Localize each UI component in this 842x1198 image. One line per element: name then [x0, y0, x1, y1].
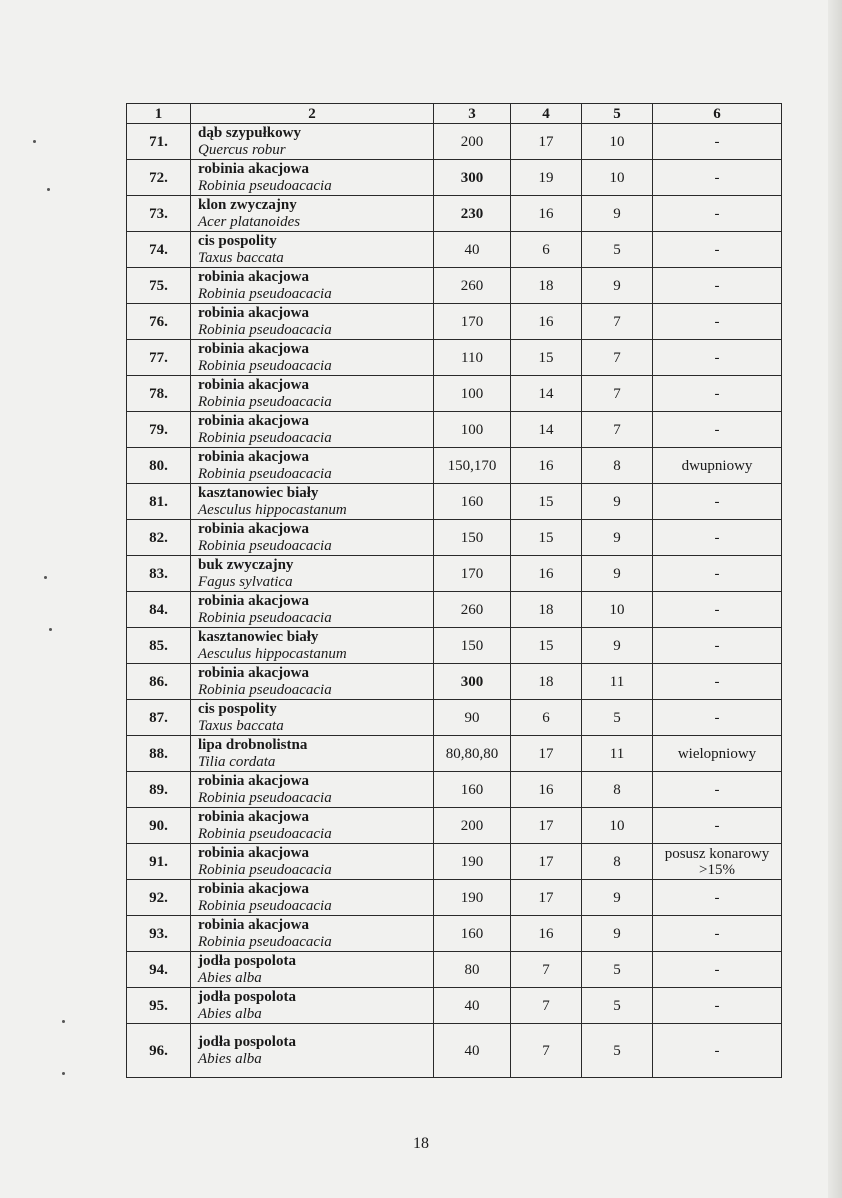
col3-value: 150 [434, 628, 511, 664]
table-row [127, 1024, 782, 1078]
species-latin-name: Abies alba [198, 1050, 262, 1067]
col3-value: 190 [434, 880, 511, 916]
col5-value: 9 [582, 196, 653, 232]
species-latin-name: Robinia pseudoacacia [198, 897, 332, 914]
species-latin-name: Robinia pseudoacacia [198, 861, 332, 878]
species-polish-name: robinia akacjowa [198, 664, 309, 681]
col5-value: 7 [582, 376, 653, 412]
col5-value: 9 [582, 880, 653, 916]
row-number: 93. [127, 916, 191, 952]
species-cell [191, 412, 434, 448]
table-row [127, 880, 782, 916]
species-polish-name: cis pospolity [198, 232, 277, 249]
col3-value: 110 [434, 340, 511, 376]
col3-value: 100 [434, 412, 511, 448]
note-text: - [714, 961, 720, 978]
species-cell [191, 196, 434, 232]
col3-value: 260 [434, 268, 511, 304]
row-number: 72. [127, 160, 191, 196]
col4-value: 16 [511, 772, 582, 808]
table-row [127, 412, 782, 448]
col6-note [653, 844, 782, 880]
species-latin-name: Tilia cordata [198, 753, 276, 770]
col5-value: 7 [582, 412, 653, 448]
species-polish-name: jodła pospolota [198, 952, 296, 969]
species-latin-name: Taxus baccata [198, 717, 284, 734]
species-polish-name: robinia akacjowa [198, 376, 309, 393]
col6-note [653, 412, 782, 448]
col5-value: 7 [582, 340, 653, 376]
scan-speck [49, 628, 52, 631]
col5-value: 9 [582, 520, 653, 556]
col3-value: 100 [434, 376, 511, 412]
col5-value: 10 [582, 124, 653, 160]
species-cell [191, 1024, 434, 1078]
table-row [127, 844, 782, 880]
species-cell [191, 232, 434, 268]
col5-value: 5 [582, 952, 653, 988]
row-number: 75. [127, 268, 191, 304]
note-text: wielopniowy [677, 745, 757, 762]
species-latin-name: Robinia pseudoacacia [198, 321, 332, 338]
species-polish-name: lipa drobnolistna [198, 736, 308, 753]
species-cell [191, 664, 434, 700]
table-row [127, 520, 782, 556]
table-row [127, 196, 782, 232]
col3-value: 150 [434, 520, 511, 556]
row-number: 78. [127, 376, 191, 412]
species-polish-name: klon zwyczajny [198, 196, 297, 213]
species-latin-name: Taxus baccata [198, 249, 284, 266]
row-number: 91. [127, 844, 191, 880]
col5-value: 9 [582, 268, 653, 304]
note-text: - [714, 349, 720, 366]
species-cell [191, 520, 434, 556]
table-row [127, 484, 782, 520]
row-number: 89. [127, 772, 191, 808]
table-row [127, 160, 782, 196]
row-number: 71. [127, 124, 191, 160]
col6-note [653, 340, 782, 376]
col3-value: 200 [434, 808, 511, 844]
col3-value: 150,170 [434, 448, 511, 484]
species-cell [191, 628, 434, 664]
col3-value: 190 [434, 844, 511, 880]
table-row [127, 124, 782, 160]
col3-value: 300 [434, 160, 511, 196]
note-text: - [714, 601, 720, 618]
species-polish-name: robinia akacjowa [198, 592, 309, 609]
species-latin-name: Aesculus hippocastanum [198, 501, 347, 518]
col6-note [653, 196, 782, 232]
row-number: 90. [127, 808, 191, 844]
table-row [127, 448, 782, 484]
row-number: 76. [127, 304, 191, 340]
col6-note [653, 808, 782, 844]
note-text: - [714, 169, 720, 186]
col5-value: 5 [582, 700, 653, 736]
note-text: - [714, 205, 720, 222]
note-text: - [714, 925, 720, 942]
col4-value: 17 [511, 808, 582, 844]
col4-value: 15 [511, 520, 582, 556]
row-number: 92. [127, 880, 191, 916]
row-number: 87. [127, 700, 191, 736]
col3-value: 160 [434, 484, 511, 520]
col5-value: 9 [582, 628, 653, 664]
table-row [127, 304, 782, 340]
species-cell [191, 268, 434, 304]
scan-speck [47, 188, 50, 191]
col4-value: 16 [511, 304, 582, 340]
table-row [127, 340, 782, 376]
column-header: 1 [127, 104, 191, 124]
col6-note [653, 592, 782, 628]
note-text: - [714, 385, 720, 402]
row-number: 80. [127, 448, 191, 484]
species-latin-name: Robinia pseudoacacia [198, 285, 332, 302]
table-row [127, 556, 782, 592]
note-text: - [714, 637, 720, 654]
col5-value: 5 [582, 232, 653, 268]
species-latin-name: Robinia pseudoacacia [198, 681, 332, 698]
col4-value: 17 [511, 844, 582, 880]
col5-value: 9 [582, 484, 653, 520]
note-text: - [714, 421, 720, 438]
note-text: - [714, 277, 720, 294]
species-polish-name: robinia akacjowa [198, 520, 309, 537]
col6-note [653, 736, 782, 772]
col4-value: 7 [511, 952, 582, 988]
table-row [127, 664, 782, 700]
page-number: 18 [413, 1135, 429, 1152]
table-row [127, 268, 782, 304]
col3-value: 170 [434, 304, 511, 340]
col6-note [653, 520, 782, 556]
col6-note [653, 376, 782, 412]
species-cell [191, 700, 434, 736]
col3-value: 200 [434, 124, 511, 160]
species-polish-name: kasztanowiec biały [198, 484, 319, 501]
species-latin-name: Fagus sylvatica [198, 573, 293, 590]
note-text: - [714, 709, 720, 726]
col6-note [653, 880, 782, 916]
col4-value: 15 [511, 628, 582, 664]
table-row [127, 952, 782, 988]
col3-value: 40 [434, 988, 511, 1024]
species-cell [191, 808, 434, 844]
table-row [127, 988, 782, 1024]
table-header-row [127, 104, 782, 124]
col3-value: 40 [434, 232, 511, 268]
row-number: 86. [127, 664, 191, 700]
col5-value: 5 [582, 988, 653, 1024]
col5-value: 9 [582, 556, 653, 592]
col3-value: 40 [434, 1024, 511, 1078]
table-row [127, 736, 782, 772]
col3-value: 170 [434, 556, 511, 592]
col4-value: 7 [511, 1024, 582, 1078]
column-header: 3 [434, 104, 511, 124]
col5-value: 8 [582, 448, 653, 484]
column-header: 2 [191, 104, 434, 124]
species-polish-name: robinia akacjowa [198, 304, 309, 321]
row-number: 77. [127, 340, 191, 376]
col6-note [653, 304, 782, 340]
species-polish-name: robinia akacjowa [198, 448, 309, 465]
species-latin-name: Robinia pseudoacacia [198, 789, 332, 806]
species-latin-name: Acer platanoides [198, 213, 301, 230]
species-cell [191, 556, 434, 592]
column-header: 6 [653, 104, 782, 124]
species-latin-name: Robinia pseudoacacia [198, 825, 332, 842]
col5-value: 8 [582, 844, 653, 880]
col4-value: 15 [511, 340, 582, 376]
col5-value: 8 [582, 772, 653, 808]
col4-value: 17 [511, 880, 582, 916]
table-row [127, 700, 782, 736]
row-number: 83. [127, 556, 191, 592]
note-text: - [714, 529, 720, 546]
species-latin-name: Robinia pseudoacacia [198, 609, 332, 626]
col6-note [653, 160, 782, 196]
species-cell [191, 160, 434, 196]
col4-value: 14 [511, 412, 582, 448]
col6-note [653, 664, 782, 700]
species-cell [191, 844, 434, 880]
scan-speck [62, 1020, 65, 1023]
tree-inventory-table [126, 103, 782, 1078]
col4-value: 6 [511, 232, 582, 268]
col6-note [653, 556, 782, 592]
table-row [127, 592, 782, 628]
species-polish-name: dąb szypułkowy [198, 124, 301, 141]
table-row [127, 808, 782, 844]
note-text: - [714, 1042, 720, 1059]
col4-value: 19 [511, 160, 582, 196]
species-cell [191, 340, 434, 376]
note-text-line2: >15% [699, 861, 735, 878]
note-text: - [714, 997, 720, 1014]
col4-value: 7 [511, 988, 582, 1024]
scan-speck [62, 1072, 65, 1075]
note-text: dwupniowy [681, 457, 753, 474]
note-text: posusz konarowy [664, 845, 770, 862]
note-text: - [714, 565, 720, 582]
table-row [127, 916, 782, 952]
col5-value: 7 [582, 304, 653, 340]
col6-note [653, 484, 782, 520]
row-number: 79. [127, 412, 191, 448]
col5-value: 10 [582, 160, 653, 196]
col4-value: 18 [511, 268, 582, 304]
col4-value: 14 [511, 376, 582, 412]
col4-value: 6 [511, 700, 582, 736]
species-polish-name: jodła pospolota [198, 1033, 296, 1050]
species-latin-name: Abies alba [198, 1005, 262, 1022]
note-text: - [714, 889, 720, 906]
col5-value: 11 [582, 664, 653, 700]
species-polish-name: cis pospolity [198, 700, 277, 717]
col3-value: 90 [434, 700, 511, 736]
row-number: 82. [127, 520, 191, 556]
col4-value: 16 [511, 916, 582, 952]
column-header: 4 [511, 104, 582, 124]
col4-value: 18 [511, 664, 582, 700]
col3-value: 300 [434, 664, 511, 700]
col3-value: 80,80,80 [434, 736, 511, 772]
row-number: 96. [127, 1024, 191, 1078]
species-polish-name: robinia akacjowa [198, 268, 309, 285]
species-cell [191, 124, 434, 160]
col5-value: 10 [582, 592, 653, 628]
row-number: 74. [127, 232, 191, 268]
col6-note [653, 916, 782, 952]
table-row [127, 376, 782, 412]
species-cell [191, 772, 434, 808]
species-polish-name: robinia akacjowa [198, 880, 309, 897]
col6-note [653, 1024, 782, 1078]
species-latin-name: Robinia pseudoacacia [198, 429, 332, 446]
row-number: 94. [127, 952, 191, 988]
species-cell [191, 304, 434, 340]
table-row [127, 628, 782, 664]
species-polish-name: robinia akacjowa [198, 160, 309, 177]
scan-speck [44, 576, 47, 579]
col5-value: 9 [582, 916, 653, 952]
species-latin-name: Abies alba [198, 969, 262, 986]
species-polish-name: kasztanowiec biały [198, 628, 319, 645]
species-polish-name: robinia akacjowa [198, 916, 309, 933]
species-cell [191, 376, 434, 412]
col4-value: 17 [511, 124, 582, 160]
col6-note [653, 124, 782, 160]
col4-value: 16 [511, 196, 582, 232]
species-cell [191, 448, 434, 484]
col6-note [653, 448, 782, 484]
species-polish-name: buk zwyczajny [198, 556, 294, 573]
species-polish-name: robinia akacjowa [198, 340, 309, 357]
col4-value: 17 [511, 736, 582, 772]
page-edge [828, 0, 842, 1198]
table-row [127, 772, 782, 808]
row-number: 84. [127, 592, 191, 628]
row-number: 88. [127, 736, 191, 772]
species-latin-name: Robinia pseudoacacia [198, 465, 332, 482]
col4-value: 18 [511, 592, 582, 628]
note-text: - [714, 817, 720, 834]
column-header: 5 [582, 104, 653, 124]
species-cell [191, 916, 434, 952]
col6-note [653, 268, 782, 304]
row-number: 95. [127, 988, 191, 1024]
col3-value: 230 [434, 196, 511, 232]
species-polish-name: jodła pospolota [198, 988, 296, 1005]
note-text: - [714, 493, 720, 510]
col6-note [653, 952, 782, 988]
col5-value: 11 [582, 736, 653, 772]
note-text: - [714, 133, 720, 150]
row-number: 85. [127, 628, 191, 664]
col6-note [653, 232, 782, 268]
col6-note [653, 988, 782, 1024]
col5-value: 5 [582, 1024, 653, 1078]
species-cell [191, 880, 434, 916]
row-number: 81. [127, 484, 191, 520]
col4-value: 16 [511, 448, 582, 484]
col6-note [653, 700, 782, 736]
col4-value: 15 [511, 484, 582, 520]
species-latin-name: Robinia pseudoacacia [198, 177, 332, 194]
note-text: - [714, 241, 720, 258]
row-number: 73. [127, 196, 191, 232]
species-latin-name: Robinia pseudoacacia [198, 933, 332, 950]
col3-value: 160 [434, 916, 511, 952]
col3-value: 160 [434, 772, 511, 808]
species-latin-name: Aesculus hippocastanum [198, 645, 347, 662]
species-polish-name: robinia akacjowa [198, 412, 309, 429]
col3-value: 80 [434, 952, 511, 988]
col6-note [653, 772, 782, 808]
col4-value: 16 [511, 556, 582, 592]
species-polish-name: robinia akacjowa [198, 808, 309, 825]
col5-value: 10 [582, 808, 653, 844]
note-text: - [714, 313, 720, 330]
col3-value: 260 [434, 592, 511, 628]
species-cell [191, 736, 434, 772]
species-latin-name: Robinia pseudoacacia [198, 393, 332, 410]
note-text: - [714, 673, 720, 690]
species-cell [191, 952, 434, 988]
species-polish-name: robinia akacjowa [198, 844, 309, 861]
species-cell [191, 592, 434, 628]
note-text: - [714, 781, 720, 798]
species-latin-name: Quercus robur [198, 141, 286, 158]
species-cell [191, 988, 434, 1024]
table-row [127, 232, 782, 268]
species-latin-name: Robinia pseudoacacia [198, 357, 332, 374]
species-polish-name: robinia akacjowa [198, 772, 309, 789]
col6-note [653, 628, 782, 664]
species-cell [191, 484, 434, 520]
scan-speck [33, 140, 36, 143]
species-latin-name: Robinia pseudoacacia [198, 537, 332, 554]
